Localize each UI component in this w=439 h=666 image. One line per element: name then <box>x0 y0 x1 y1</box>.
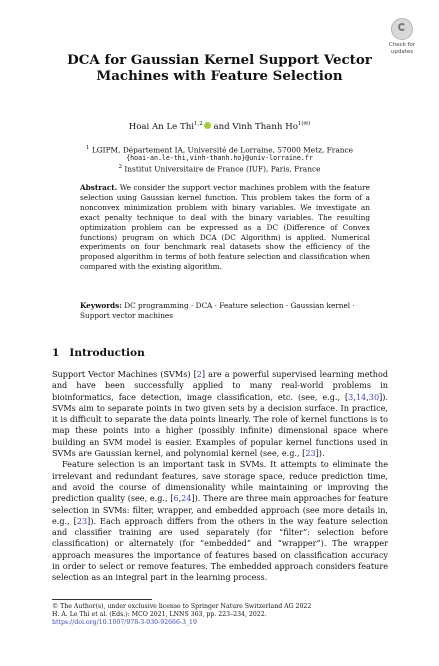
footer <box>52 603 392 628</box>
keywords <box>80 301 370 321</box>
citation-link[interactable]: 14 <box>355 391 367 402</box>
abstract-label: Abstract. <box>80 183 118 192</box>
p1-text-2: ] are a powerful supervised learning method and have been successfully applied to many real-world problems in bioinformatics, face detection, image classification, etc. (see, e.g., [ <box>52 369 389 402</box>
paper-title: DCA for Gaussian Kernel Support Vector Machines with Feature Selection <box>67 52 372 84</box>
author-1-affil: 1,2 <box>194 121 203 127</box>
citation-line: H. A. Le Thi et al. (Eds.): MCO 2021, LNNS 363, pp. 223–234, 2022. <box>52 611 267 619</box>
check-for-updates-icon <box>391 18 413 40</box>
p1-text-1: Support Vector Machines (SVMs) [ <box>52 369 197 379</box>
author-emails[interactable]: {hoai-an.le-thi,vinh-thanh.ho}@univ-lorraine.fr <box>126 154 313 162</box>
citation-link[interactable]: 23 <box>76 515 88 526</box>
author-line <box>20 121 419 132</box>
abstract <box>80 183 370 272</box>
citation-link[interactable]: 2 <box>196 369 202 379</box>
p2-text-3: ]). Each approach differs from the others in the way feature selection and classifier training are used separately (for “filter”: selection before classification) or alternately (for “embedded” and “wrapper”). The wrapper approach measures the importance of features based on classification accuracy in order to select or remove features. The embedded approach considers feature selection as an integral part in the learning process. <box>52 515 389 583</box>
author-2-affil: 1(✉) <box>297 121 311 127</box>
author-1: Hoai An Le Thi <box>128 121 195 132</box>
p2-text-2: ]). There are three main approaches for feature selection in SVMs: filter, wrapper, and embedded approach (see more details in, e.g., [ <box>52 493 388 526</box>
affiliation-2-text: Institut Universitaire de France (IUF), Paris, France <box>124 164 321 174</box>
paragraph-2: Feature selection is an important task in SVMs. It attempts to eliminate the irrelevant and redundant features, save storage space, reduce prediction time, and avoid the course of dimensionality while maintaining or improving the prediction quality (see, e.g., [6,24]). There are three main approaches for feature selection in SVMs: filter, wrapper, and embedded approach (see more details in, e.g., [23]). Each approach differs from the others in the way feature selection and classifier training are used separately (for “filter”: selection before classification) or alternately (for “embedded” and “wrapper”). The wrapper approach measures the importance of features based on classification accuracy in order to select or remove features. The embedded approach considers feature selection as an integral part in the learning process. <box>52 459 389 583</box>
footer-rule <box>52 599 152 600</box>
keywords-text: DC programming · DCA · Feature selection · Gaussian kernel · Support vector machines <box>80 301 355 320</box>
citation-link[interactable]: 30 <box>368 391 380 402</box>
p1-text-4: ]). <box>315 448 325 459</box>
section-number: 1 <box>52 347 60 359</box>
copyright-line: © The Author(s), under exclusive license to Springer Nature Switzerland AG 2022 <box>52 603 312 610</box>
author-2: Vinh Thanh Ho <box>232 121 298 132</box>
body-text <box>52 369 388 584</box>
badge-line2: updates <box>390 48 414 55</box>
keywords-label: Keywords: <box>80 301 122 310</box>
p2-text-1: Feature selection is an important task in SVMs. It attempts to eliminate the irrelevant and redundant features, save storage space, reduce prediction time, and avoid the course of dimensionality while maintaining or improving the prediction quality (see, e.g., [ <box>52 459 388 504</box>
affiliation-2 <box>40 162 399 174</box>
citation-link[interactable]: 23 <box>305 448 316 459</box>
abstract-text: We consider the support vector machines problem with the feature selection using Gaussian kernel function. This problem takes the form of a nonconvex minimization problem with binary variables. We investigate an exact penalty technique to deal with the binary variables. The resulting optimization problem can be expressed as a DC (Difference of Convex functions) program on which DCA (DC Algorithm) is applied. Numerical experiments on four benchmark real datasets show the efficiency of the proposed algorithm in terms of both feature selection and classification when compared with the existing algorithm. <box>80 183 370 272</box>
section-heading <box>52 347 145 359</box>
doi-link[interactable]: https://doi.org/10.1007/978-3-030-92666-3_19 <box>52 619 197 627</box>
affiliation-1-text: LGIPM, Département IA, Université de Lorraine, 57000 Metz, France <box>91 145 354 155</box>
affiliation-2-num: 2 <box>118 164 123 170</box>
section-title: Introduction <box>69 347 145 359</box>
badge-line1: Check for <box>388 42 416 48</box>
citation-link[interactable]: 24 <box>181 493 192 504</box>
citation-link[interactable]: 6 <box>173 493 179 504</box>
citation-link[interactable]: 3 <box>348 391 354 402</box>
affiliation-1-num: 1 <box>85 145 90 151</box>
orcid-icon[interactable] <box>204 122 211 129</box>
paragraph-1: Support Vector Machines (SVMs) [2] are a powerful supervised learning method and have been successfully applied to many real-world problems in bioinformatics, face detection, image classification, etc. (see, e.g., [3,14,30]). SVMs aim to separate points in two given sets by a decision surface. In practice, it is difficult to separate the data points linearly. The role of kernel functions is to map these points into a higher (possibly infinite) dimensional space where building an SVM model is easier. Examples of popular kernel functions used in SVMs are Gaussian kernel, and polynomial kernel (see, e.g., [23]). <box>52 369 389 459</box>
p1-text-3: ]). SVMs aim to separate points in two given sets by a decision surface. In practice, it is difficult to separate the data points linearly. The role of kernel functions is to map these points into a higher (possibly infinite) dimensional space where building an SVM model is easier. Examples of popular kernel functions used in SVMs are Gaussian kernel, and polynomial kernel (see, e.g., [ <box>52 391 388 459</box>
author-and: and <box>213 121 230 132</box>
